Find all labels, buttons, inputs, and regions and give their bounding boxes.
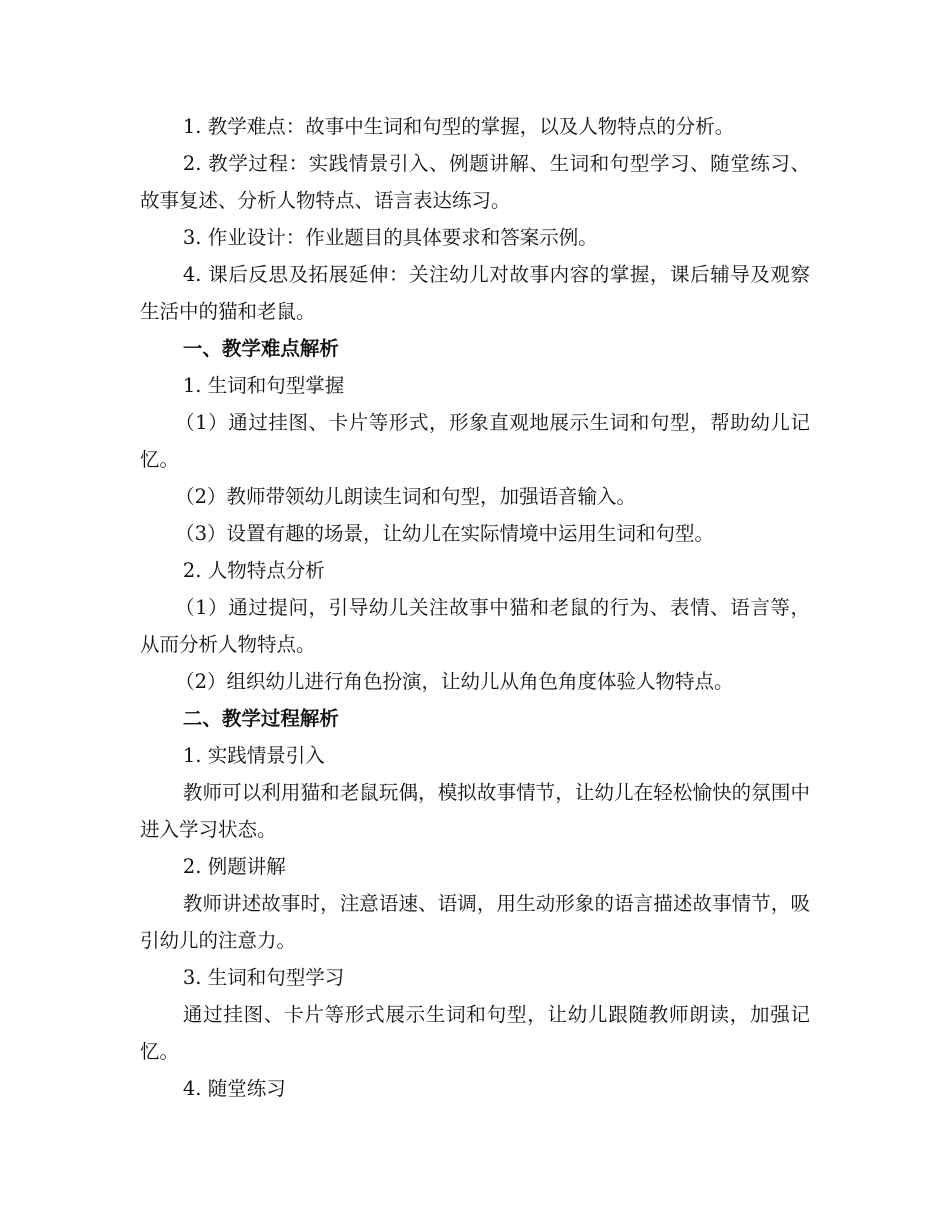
paragraph-example: 教师讲述故事时，注意语速、语调，用生动形象的语言描述故事情节，吸引幼儿的注意力。 <box>140 892 810 952</box>
paragraph-vocab-learning: 通过挂图、卡片等形式展示生词和句型，让幼儿跟随教师朗读，加强记忆。 <box>140 1003 810 1063</box>
list-item-vocab-2: （2）教师带领幼儿朗读生词和句型，加强语音输入。 <box>175 485 637 508</box>
subheading-scenario: 1. 实践情景引入 <box>182 744 325 767</box>
list-item-character-1: （1）通过提问，引导幼儿关注故事中猫和老鼠的行为、表情、语言等，从而分析人物特点。 <box>140 596 810 656</box>
paragraph-process: 2. 教学过程：实践情景引入、例题讲解、生词和句型学习、随堂练习、故事复述、分析人物特点、语言表达练习。 <box>140 152 810 212</box>
subheading-character: 2. 人物特点分析 <box>182 559 325 582</box>
document-page <box>140 108 810 1107</box>
paragraph-difficulty: 1. 教学难点：故事中生词和句型的掌握，以及人物特点的分析。 <box>182 115 735 138</box>
list-item-vocab-3: （3）设置有趣的场景，让幼儿在实际情境中运用生词和句型。 <box>175 522 715 545</box>
list-item-character-2: （2）组织幼儿进行角色扮演，让幼儿从角色角度体验人物特点。 <box>175 670 734 693</box>
subheading-example: 2. 例题讲解 <box>182 855 286 878</box>
subheading-vocabulary: 1. 生词和句型掌握 <box>182 374 345 397</box>
section-heading-process-analysis: 二、教学过程解析 <box>182 707 339 730</box>
paragraph-scenario: 教师可以利用猫和老鼠玩偶，模拟故事情节，让幼儿在轻松愉快的氛围中进入学习状态。 <box>140 781 810 841</box>
list-item-vocab-1: （1）通过挂图、卡片等形式，形象直观地展示生词和句型，帮助幼儿记忆。 <box>140 411 810 471</box>
subheading-practice: 4. 随堂练习 <box>182 1077 286 1100</box>
paragraph-homework: 3. 作业设计：作业题目的具体要求和答案示例。 <box>182 226 598 249</box>
paragraph-reflection: 4. 课后反思及拓展延伸：关注幼儿对故事内容的掌握，课后辅导及观察生活中的猫和老鼠。 <box>140 263 810 323</box>
subheading-vocab-learning: 3. 生词和句型学习 <box>182 966 345 989</box>
section-heading-difficulty-analysis: 一、教学难点解析 <box>182 337 339 360</box>
